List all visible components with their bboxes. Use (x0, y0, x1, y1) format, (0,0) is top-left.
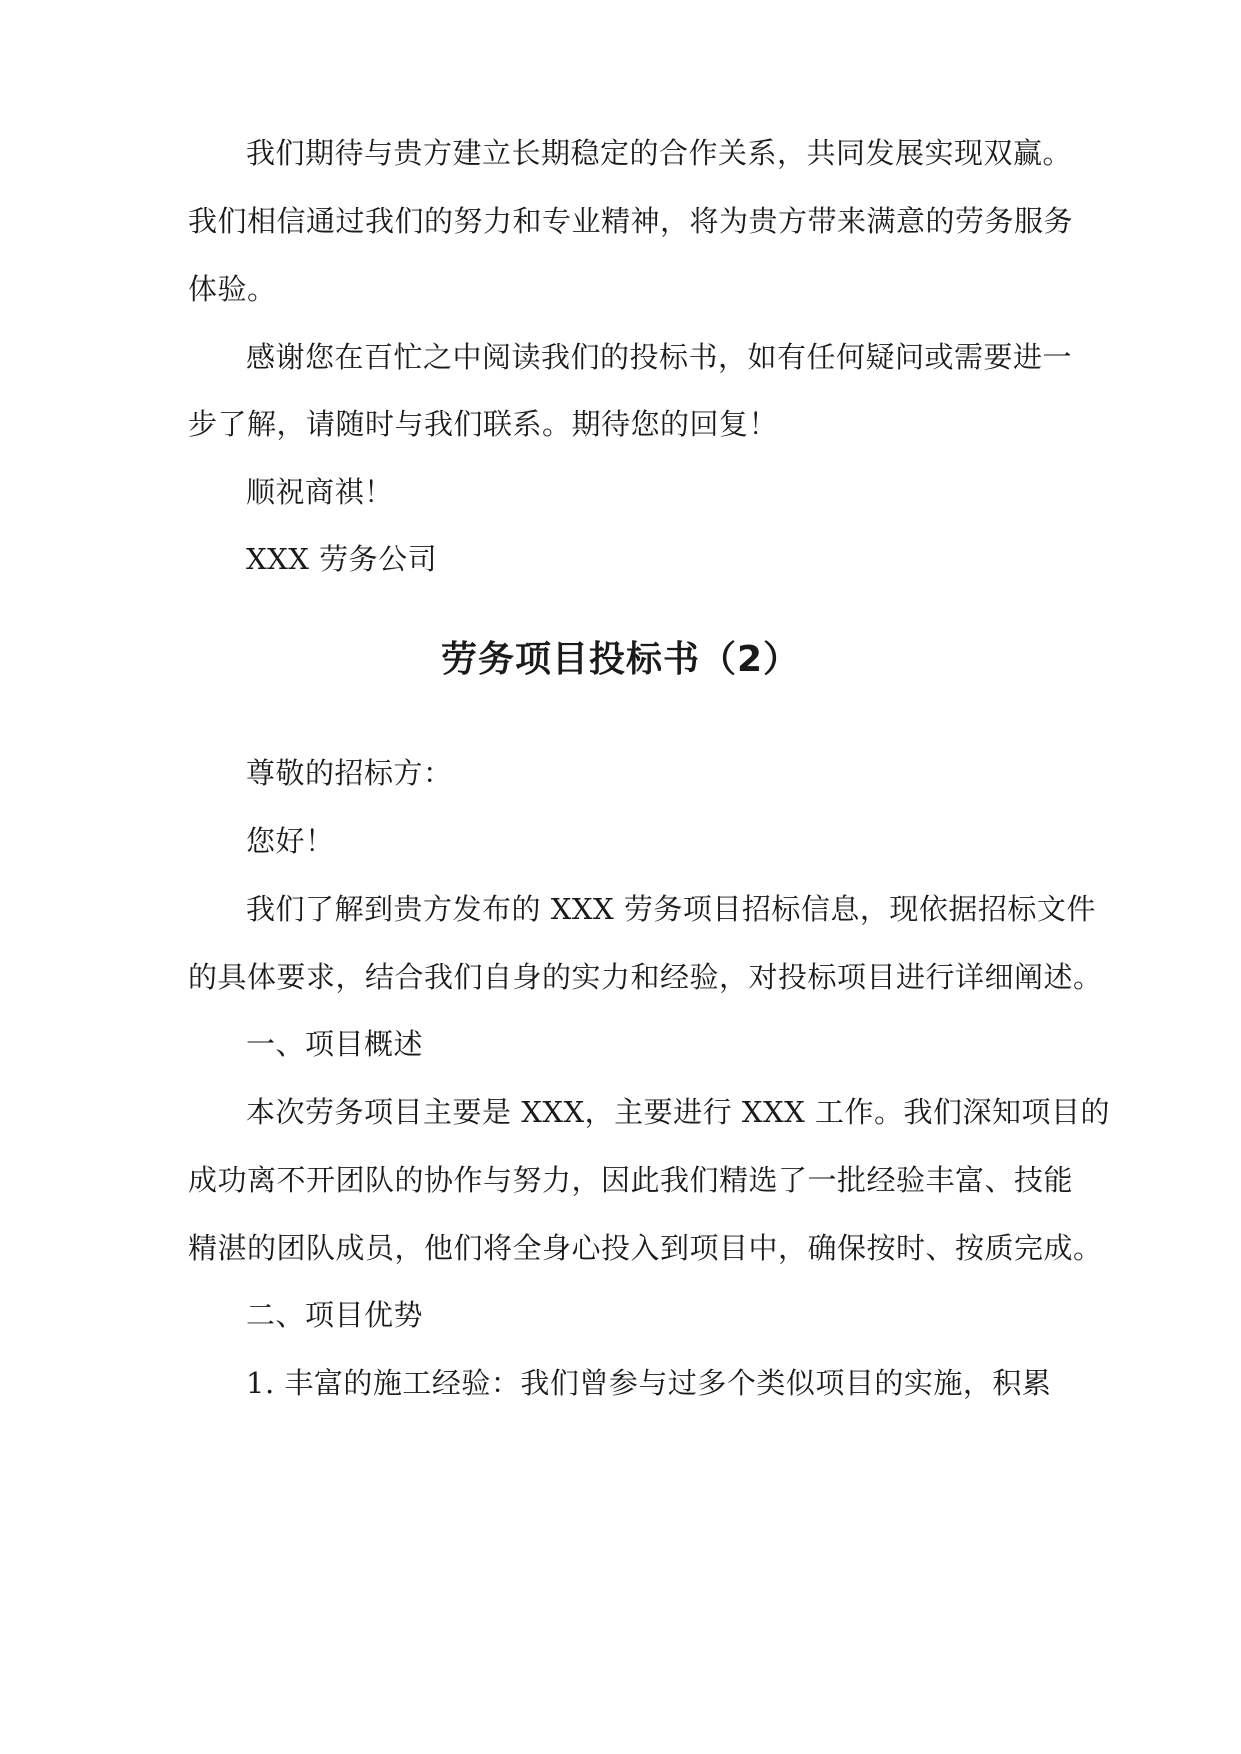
greeting-line: 您好！ (246, 824, 335, 858)
paragraph-line: 我们相信通过我们的努力和专业精神，将为贵方带来满意的劳务服务 (188, 204, 1074, 238)
paragraph-line: 步了解，请随时与我们联系。期待您的回复！ (188, 407, 779, 441)
section-heading: 一、项目概述 (246, 1027, 424, 1061)
signature-line: XXX 劳务公司 (246, 542, 438, 576)
paragraph-line: 精湛的团队成员，他们将全身心投入到项目中，确保按时、按质完成。 (188, 1231, 1103, 1265)
salutation-line: 尊敬的招标方： (246, 756, 453, 790)
section-heading: 二、项目优势 (246, 1298, 424, 1332)
paragraph-line: 成功离不开团队的协作与努力，因此我们精选了一批经验丰富、技能 (188, 1163, 1074, 1197)
paragraph-line: 感谢您在百忙之中阅读我们的投标书，如有任何疑问或需要进一 (246, 340, 1073, 374)
paragraph-line: 本次劳务项目主要是 XXX，主要进行 XXX 工作。我们深知项目的 (246, 1095, 1111, 1129)
list-item-line: 1. 丰富的施工经验：我们曾参与过多个类似项目的实施，积累 (246, 1366, 1052, 1400)
paragraph-line: 我们期待与贵方建立长期稳定的合作关系，共同发展实现双赢。 (246, 136, 1073, 170)
document-title: 劳务项目投标书（2） (440, 639, 801, 680)
paragraph-line: 的具体要求，结合我们自身的实力和经验，对投标项目进行详细阐述。 (188, 960, 1103, 994)
closing-line: 顺祝商祺！ (246, 475, 394, 509)
paragraph-line: 我们了解到贵方发布的 XXX 劳务项目招标信息，现依据招标文件 (246, 892, 1096, 926)
paragraph-line: 体验。 (188, 272, 277, 306)
